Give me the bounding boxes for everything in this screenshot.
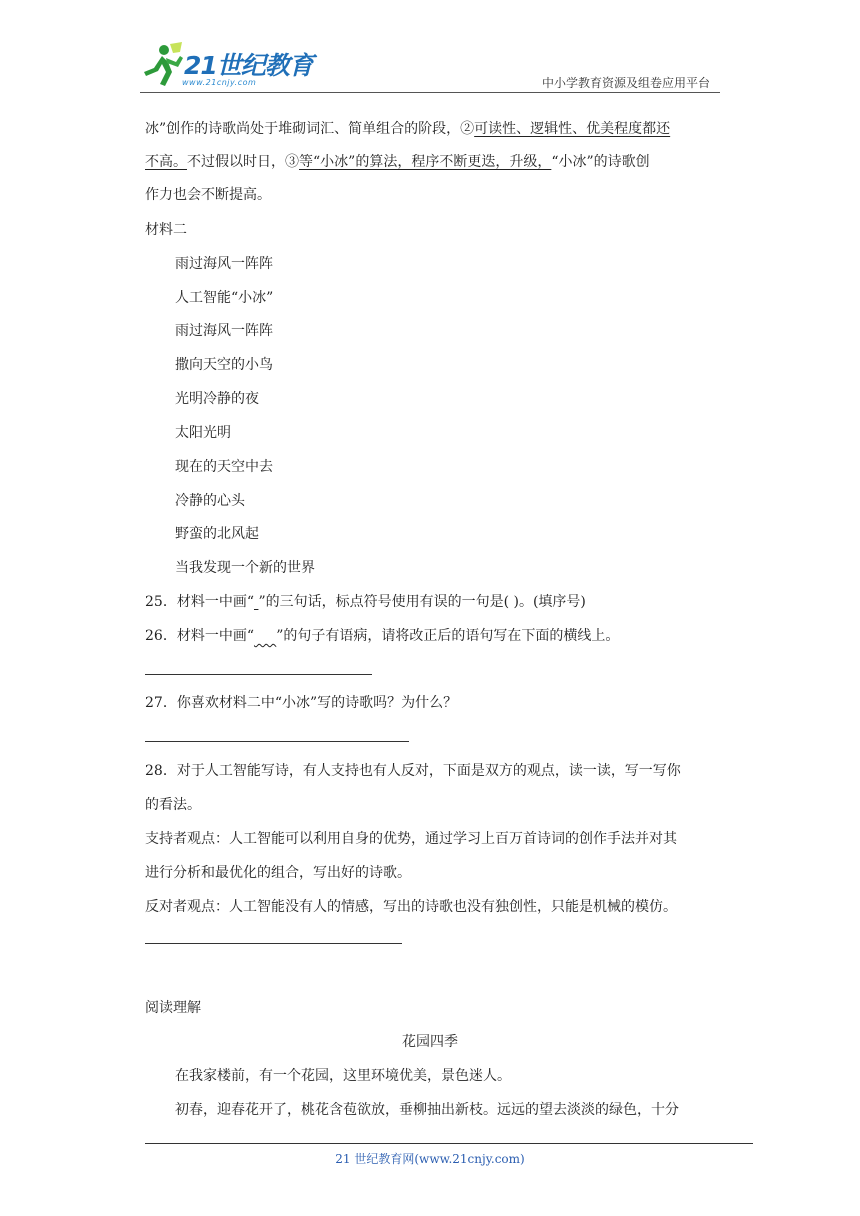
answer-line-27[interactable] (145, 741, 409, 742)
text-run: ”的三句话，标点符号使用有误的一句是( )。(填序号) (258, 594, 586, 610)
footer-divider (145, 1143, 753, 1144)
underlined-sentence-2: 可读性、逻辑性、优美程度都还 (474, 121, 671, 137)
material1-line-1 (145, 118, 670, 138)
text-run: 25．材料一中画“ (145, 594, 254, 610)
site-logo (140, 40, 313, 92)
poem-line: 雨过海风一阵阵 (175, 256, 273, 272)
header-divider (140, 92, 720, 93)
supporter-view-line-1: 支持者观点：人工智能可以利用自身的优势，通过学习上百万首诗词的创作手法并对其 (145, 831, 677, 847)
footer-text: 21 世纪教育网(www.21cnjy.com) (335, 1152, 525, 1166)
text-run: 冰”创作的诗歌尚处于堆砌词汇、简单组合的阶段，② (145, 121, 475, 137)
logo-wordmark: 21世纪教育 (184, 51, 313, 80)
underlined-sentence-3: 等“小冰”的算法，程序不断更迭，升级， (299, 154, 552, 170)
poem-line: 太阳光明 (175, 425, 231, 441)
platform-title: 中小学教育资源及组卷应用平台 (541, 76, 710, 90)
passage-title: 花园四季 (402, 1034, 458, 1050)
question-25 (145, 591, 586, 611)
poem-line: 光明冷静的夜 (175, 391, 259, 407)
supporter-view-line-2: 进行分析和最优化的组合，写出好的诗歌。 (145, 865, 411, 881)
poem-line: 撒向天空的小鸟 (175, 357, 273, 373)
answer-line-28[interactable] (145, 943, 402, 944)
underlined-sentence-2-end: 不高。 (145, 154, 187, 170)
poem-line: 野蛮的北风起 (175, 526, 259, 542)
poem-line: 冷静的心头 (175, 493, 245, 509)
passage-paragraph-1: 在我家楼前，有一个花园，这里环境优美，景色迷人。 (175, 1068, 511, 1084)
question-28-line-1: 28．对于人工智能写诗，有人支持也有人反对，下面是双方的观点，读一读，写一写你 (145, 763, 681, 779)
question-28-line-2: 的看法。 (145, 797, 201, 813)
poem-line: 当我发现一个新的世界 (175, 560, 315, 576)
poem-line: 现在的天空中去 (175, 459, 273, 475)
wavy-underline-mark (254, 628, 276, 644)
passage-paragraph-2: 初春，迎春花开了，桃花含苞欲放，垂柳抽出新枝。远远的望去淡淡的绿色，十分 (175, 1102, 679, 1118)
logo-url: www.21cnjy.com (182, 78, 257, 87)
poem-line: 人工智能“小冰” (175, 290, 274, 306)
question-27: 27．你喜欢材料二中“小冰”写的诗歌吗？为什么？ (145, 695, 458, 711)
text-run: 26．材料一中画“ (145, 628, 254, 644)
text-run: “小冰”的诗歌创 (551, 154, 650, 170)
question-26 (145, 625, 619, 645)
poem-line: 雨过海风一阵阵 (175, 323, 273, 339)
opponent-view: 反对者观点：人工智能没有人的情感，写出的诗歌也没有独创性，只能是机械的模仿。 (145, 899, 677, 915)
material2-heading: 材料二 (145, 222, 187, 238)
section-heading: 阅读理解 (145, 1000, 201, 1016)
material1-line-3: 作力也会不断提高。 (145, 187, 271, 203)
text-run: ”的句子有语病，请将改正后的语句写在下面的横线上。 (276, 628, 620, 644)
material1-line-2 (145, 151, 650, 171)
answer-line-26[interactable] (145, 674, 372, 675)
text-run: 不过假以时日，③ (187, 154, 299, 170)
runner-logo-icon (140, 42, 184, 88)
